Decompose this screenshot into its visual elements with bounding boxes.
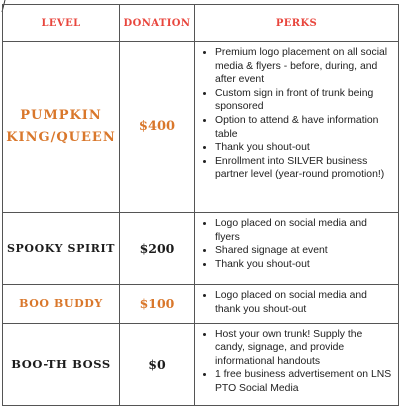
perks-list <box>199 328 392 396</box>
level-cell <box>3 285 120 323</box>
level-name-line: BOO-TH BOSS <box>11 357 111 372</box>
perks-cell <box>195 323 399 405</box>
perk-item: • Premium logo placement on all social media & flyers - before, during, and after event <box>215 46 392 87</box>
level-cell <box>3 323 120 405</box>
perk-item: • Logo placed on social media and thank you shout-out <box>215 289 392 316</box>
table-row <box>3 42 399 213</box>
level-cell <box>3 42 120 213</box>
table-row <box>3 212 399 284</box>
perks-cell <box>195 285 399 323</box>
level-name-line: PUMPKIN <box>20 107 102 123</box>
perk-item: • Thank you shout-out <box>215 141 392 155</box>
perks-cell <box>195 42 399 213</box>
perk-item: • Thank you shout-out <box>215 258 392 272</box>
perks-list <box>199 46 392 182</box>
header-row <box>3 5 399 42</box>
perks-list <box>199 217 392 271</box>
sponsorship-table <box>2 4 399 406</box>
header-donation: DONATION <box>120 5 195 42</box>
perk-item: • Enrollment into SILVER business partner level (year-round promotion!) <box>215 155 392 182</box>
donation-cell: $200 <box>120 212 195 284</box>
level-name-line: BOO BUDDY <box>19 297 103 311</box>
perk-item: • Logo placed on social media and flyers <box>215 217 392 244</box>
donation-cell: $0 <box>120 323 195 405</box>
table-row <box>3 285 399 323</box>
level-name-line: SPOOKY SPIRIT <box>7 242 115 256</box>
level-name-line: KING/QUEEN <box>6 129 116 145</box>
perk-item: • Host your own trunk! Supply the candy, signage, and provide informational handouts <box>215 328 392 369</box>
perks-cell <box>195 212 399 284</box>
header-level: LEVEL <box>3 5 120 42</box>
table-row <box>3 323 399 405</box>
header-perks: PERKS <box>195 5 399 42</box>
donation-cell: $400 <box>120 42 195 213</box>
perk-item: • Custom sign in front of trunk being sponsored <box>215 87 392 114</box>
perks-list <box>199 289 392 316</box>
donation-cell: $100 <box>120 285 195 323</box>
perk-item: • Option to attend & have information table <box>215 114 392 141</box>
perk-item: • 1 free business advertisement on LNS PTO Social Media <box>215 368 392 395</box>
perk-item: • Shared signage at event <box>215 244 392 258</box>
level-cell <box>3 212 120 284</box>
